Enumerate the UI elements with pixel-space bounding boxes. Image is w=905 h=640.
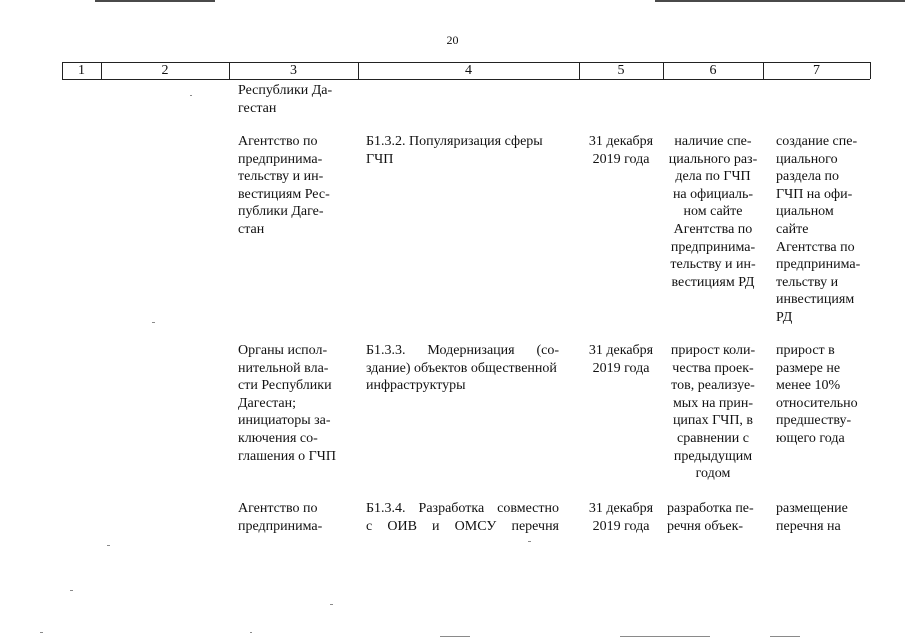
table-row-1-col7-result: создание спе- циального раздела по ГЧП на офи- циальном сайте Агентства по предпринима- тельству и инвестициям РД: [776, 134, 861, 325]
table-row-3-col4-measure-line1: Б1.3.4. Разработка совместно: [366, 501, 559, 516]
scan-speck: [770, 636, 800, 637]
table-row-1-col4-measure: Б1.3.2. Популяризация сферы ГЧП: [366, 134, 543, 167]
table-row-3-col5-deadline: 31 декабря 2019 года: [588, 501, 654, 534]
column-number-7: 7: [813, 63, 820, 78]
table-row-2-col6-indicator: прирост коли- чества проек- тов, реализуе- мых на прин- ципах ГЧП, в сравнении с предыдущим годом: [670, 343, 756, 482]
table-row-2-col5-deadline: 31 декабря 2019 года: [588, 343, 654, 376]
table-row-3-col3-responsible: Агентство по предпринима-: [238, 501, 323, 534]
scan-speck: [528, 541, 531, 542]
scan-speck: [330, 604, 333, 605]
page-number: 20: [446, 33, 459, 47]
column-number-4: 4: [465, 63, 472, 78]
table-row-2-col7-result: прирост в размере не менее 10% относительно предшеству- ющего года: [776, 343, 858, 446]
table-row-3-col6-indicator-line2: речня объек-: [667, 518, 744, 534]
scan-speck: [620, 636, 710, 637]
scan-speck: [107, 545, 110, 546]
scan-speck: [40, 632, 43, 633]
table-row-0-col3-responsible: Республики Да- гестан: [238, 83, 333, 116]
scan-speck: [70, 590, 73, 591]
scan-edge-top-right: [655, 0, 905, 2]
column-rule: [870, 62, 871, 79]
column-number-2: 2: [161, 63, 169, 78]
scan-edge-top-left: [95, 0, 215, 2]
column-number-5: 5: [617, 63, 625, 78]
column-number-6: 6: [709, 63, 717, 78]
column-number-3: 3: [290, 63, 297, 78]
table-row-1-col6-indicator: наличие спе- циального раз- дела по ГЧП на официаль- ном сайте Агентства по предпринима- тельству и ин- вестициям РД: [668, 134, 758, 290]
table-row-1-col3-responsible: Агентство по предпринима- тельству и ин- вестициям Рес- публики Даге- стан: [238, 134, 330, 237]
scan-speck: [190, 95, 192, 96]
scan-speck: [440, 636, 470, 637]
table-row-3-col6-indicator-line1: разработка пе-: [667, 501, 754, 516]
table-row-1-col5-deadline: 31 декабря 2019 года: [588, 134, 654, 167]
scan-speck: [250, 632, 252, 633]
table-row-2-col3-responsible: Органы испол- нительной вла- сти Республики Дагестан; инициаторы за- ключения со- глашения о ГЧП: [238, 343, 336, 464]
scan-speck: [152, 322, 155, 323]
table-row-3-col7-result: размещение перечня на: [776, 501, 848, 534]
column-number-1: 1: [78, 63, 85, 78]
table-row-2-col4-measure-line1: Б1.3.3. Модернизация (со-: [366, 343, 559, 358]
table-row-2-col4-measure-rest: здание) объектов общественной инфраструктуры: [366, 360, 557, 394]
table-row-3-col4-measure-line2: с ОИВ и ОМСУ перечня: [366, 518, 559, 534]
table-header-bottom-border: [62, 79, 870, 80]
